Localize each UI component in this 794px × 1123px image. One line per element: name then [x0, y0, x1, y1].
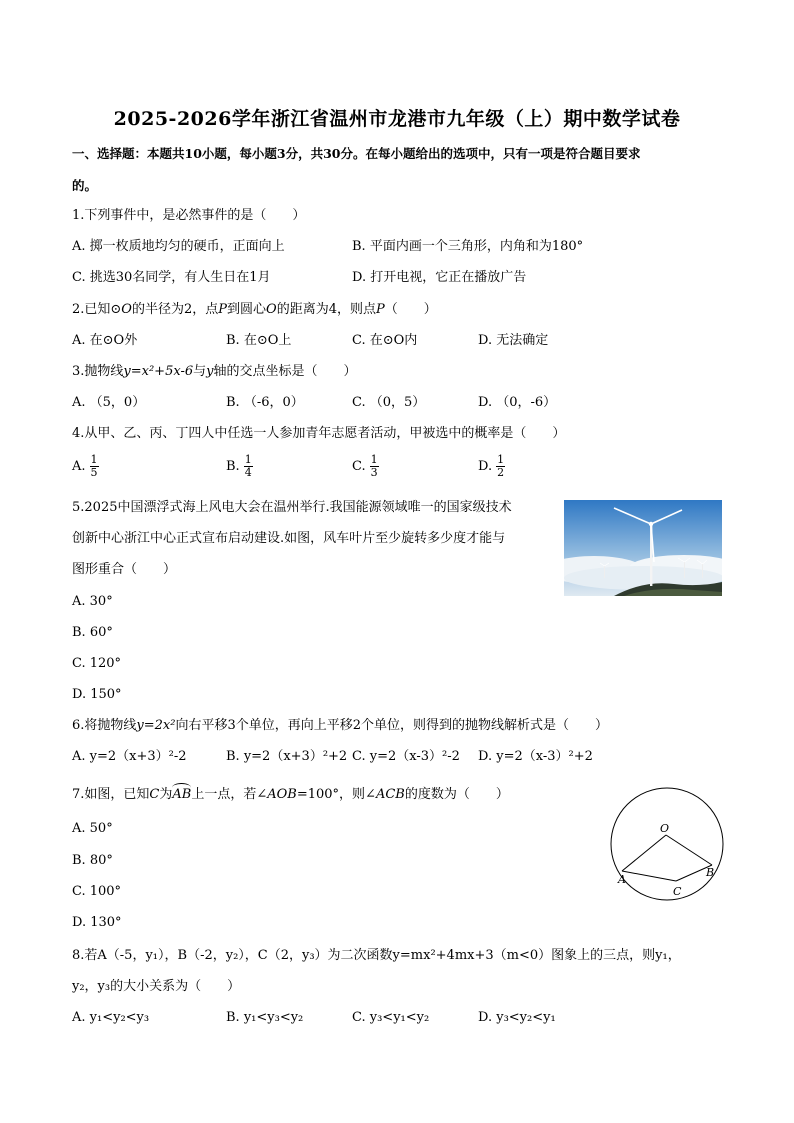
q4-option-label: B. [226, 459, 240, 474]
q3-option-a[interactable]: A. （5，0） [72, 395, 146, 410]
q3-option-d[interactable]: D. （0，-6） [478, 395, 557, 410]
q2-var: O [266, 302, 277, 317]
q7-var: C [149, 787, 160, 802]
q2-stem-part: （ ） [384, 302, 437, 317]
q8-stem-line1: 8.若A（-5，y₁），B（-2，y₂），C（2，y₃）为二次函数y=mx²+4mx+3（m<0）图象上的三点，则y₁， [72, 948, 681, 963]
fraction-numerator: 1 [244, 453, 252, 466]
q7-stem-part: 的度数为（ ） [404, 787, 509, 802]
q3-var: y [206, 364, 214, 379]
q7-stem-part: =100°，则∠ [296, 787, 376, 802]
fraction-denominator: 3 [370, 466, 378, 479]
fraction [496, 454, 505, 479]
label-c: C [673, 885, 682, 898]
q4-option-b[interactable] [226, 454, 253, 479]
q7-arc-ab: AB [172, 783, 191, 803]
q7-stem-part: 为 [159, 787, 173, 802]
segment-ob [666, 835, 712, 865]
q6-option-d[interactable]: D. y=2（x-3）²+2 [478, 749, 593, 764]
q2-var: P [218, 302, 227, 317]
q2-stem-part: 的距离为4，则点 [276, 302, 376, 317]
q7-option-a[interactable]: A. 50° [72, 821, 113, 836]
wind-turbine-photo [564, 500, 722, 596]
fraction [90, 454, 99, 479]
q6-stem-part: 6.将抛物线 [72, 718, 137, 733]
q5-stem-line3: 图形重合（ ） [72, 562, 177, 577]
fraction-numerator: 1 [90, 453, 98, 466]
label-o: O [660, 822, 670, 835]
label-a: A [618, 873, 626, 886]
fraction-denominator: 2 [497, 466, 505, 479]
section-header-line1: 一、选择题：本题共10小题，每小题3分，共30分。在每小题给出的选项中，只有一项是符合题目要求 [72, 146, 641, 161]
segment-oa [622, 835, 666, 871]
page-title: 2025-2026学年浙江省温州市龙港市九年级（上）期中数学试卷 [113, 108, 681, 130]
q6-option-a[interactable]: A. y=2（x+3）²-2 [72, 749, 187, 764]
q7-stem [72, 783, 509, 803]
q6-stem [72, 718, 608, 734]
q1-stem: 1.下列事件中，是必然事件的是（ ） [72, 208, 306, 223]
q8-option-b[interactable]: B. y₁<y₃<y₂ [226, 1010, 304, 1025]
q3-expression: y=x²+5x-6 [123, 364, 194, 379]
q4-option-label: D. [478, 459, 493, 474]
q1-option-b[interactable]: B. 平面内画一个三角形，内角和为180° [352, 239, 584, 254]
q8-option-d[interactable]: D. y₃<y₂<y₁ [478, 1010, 556, 1025]
q2-stem-part: 的半径为2，点 [131, 302, 219, 317]
q4-option-c[interactable] [352, 454, 379, 479]
q7-option-c[interactable]: C. 100° [72, 884, 122, 899]
q1-option-c[interactable]: C. 挑选30名同学，有人生日在1月 [72, 270, 271, 285]
q4-option-label: A. [72, 459, 86, 474]
circle-diagram [608, 785, 726, 903]
q3-option-b[interactable]: B. （-6，0） [226, 395, 304, 410]
section-header-line2: 的。 [72, 178, 98, 193]
q7-option-b[interactable]: B. 80° [72, 853, 113, 868]
q2-option-a[interactable]: A. 在⊙O外 [72, 333, 138, 348]
q6-expression: y=2x² [136, 718, 176, 733]
fraction-numerator: 1 [497, 453, 505, 466]
segment-ac [622, 871, 676, 881]
fraction [244, 454, 253, 479]
q4-stem: 4.从甲、乙、丙、丁四人中任选一人参加青年志愿者活动，甲被选中的概率是（ ） [72, 426, 566, 441]
q5-option-a[interactable]: A. 30° [72, 594, 113, 609]
q7-var: AOB [267, 787, 297, 802]
fraction-denominator: 4 [244, 466, 252, 479]
q2-var: O [121, 302, 132, 317]
q2-var: P [375, 302, 385, 317]
q3-stem-part: 轴的交点坐标是（ ） [213, 364, 357, 379]
q4-option-d[interactable] [478, 454, 505, 479]
q5-option-b[interactable]: B. 60° [72, 625, 113, 640]
q7-option-d[interactable]: D. 130° [72, 915, 122, 930]
q1-option-d[interactable]: D. 打开电视，它正在播放广告 [352, 270, 527, 285]
q3-option-c[interactable]: C. （0，5） [352, 395, 426, 410]
q5-option-c[interactable]: C. 120° [72, 656, 122, 671]
fraction-numerator: 1 [370, 453, 378, 466]
q8-option-c[interactable]: C. y₃<y₁<y₂ [352, 1010, 430, 1025]
label-b: B [706, 866, 715, 879]
q2-stem-part: 2.已知⊙ [72, 302, 122, 317]
q4-option-label: C. [352, 459, 366, 474]
q3-stem-part: 3.抛物线 [72, 364, 124, 379]
wind-turbine-illustration [564, 500, 722, 596]
q6-stem-part: 向右平移3个单位，再向上平移2个单位，则得到的抛物线解析式是（ ） [175, 718, 609, 733]
q7-var: ACB [375, 787, 405, 802]
q6-option-b[interactable]: B. y=2（x+3）²+2 [226, 749, 348, 764]
q2-stem-part: 到圆心 [227, 302, 267, 317]
q4-option-a[interactable] [72, 454, 99, 479]
fraction-denominator: 5 [90, 466, 98, 479]
q6-option-c[interactable]: C. y=2（x-3）²-2 [352, 749, 460, 764]
q8-stem-line2: y₂，y₃的大小关系为（ ） [72, 979, 241, 994]
q3-stem-part: 与 [193, 364, 207, 379]
circle-o [611, 788, 723, 900]
q8-option-a[interactable]: A. y₁<y₂<y₃ [72, 1010, 150, 1025]
q2-option-d[interactable]: D. 无法确定 [478, 333, 549, 348]
q7-stem-part: 7.如图，已知 [72, 787, 150, 802]
q5-stem-line1: 5.2025中国漂浮式海上风电大会在温州举行.我国能源领域唯一的国家级技术 [72, 500, 512, 515]
q5-option-d[interactable]: D. 150° [72, 687, 122, 702]
fraction [370, 454, 379, 479]
q2-option-b[interactable]: B. 在⊙O上 [226, 333, 292, 348]
q5-stem-line2: 创新中心浙江中心正式宣布启动建设.如图，风车叶片至少旋转多少度才能与 [72, 531, 506, 546]
q1-option-a[interactable]: A. 掷一枚质地均匀的硬币，正面向上 [72, 239, 285, 254]
q7-stem-part: 上一点，若∠ [191, 787, 268, 802]
q2-stem [72, 302, 437, 318]
q3-stem [72, 364, 357, 380]
q2-option-c[interactable]: C. 在⊙O内 [352, 333, 418, 348]
